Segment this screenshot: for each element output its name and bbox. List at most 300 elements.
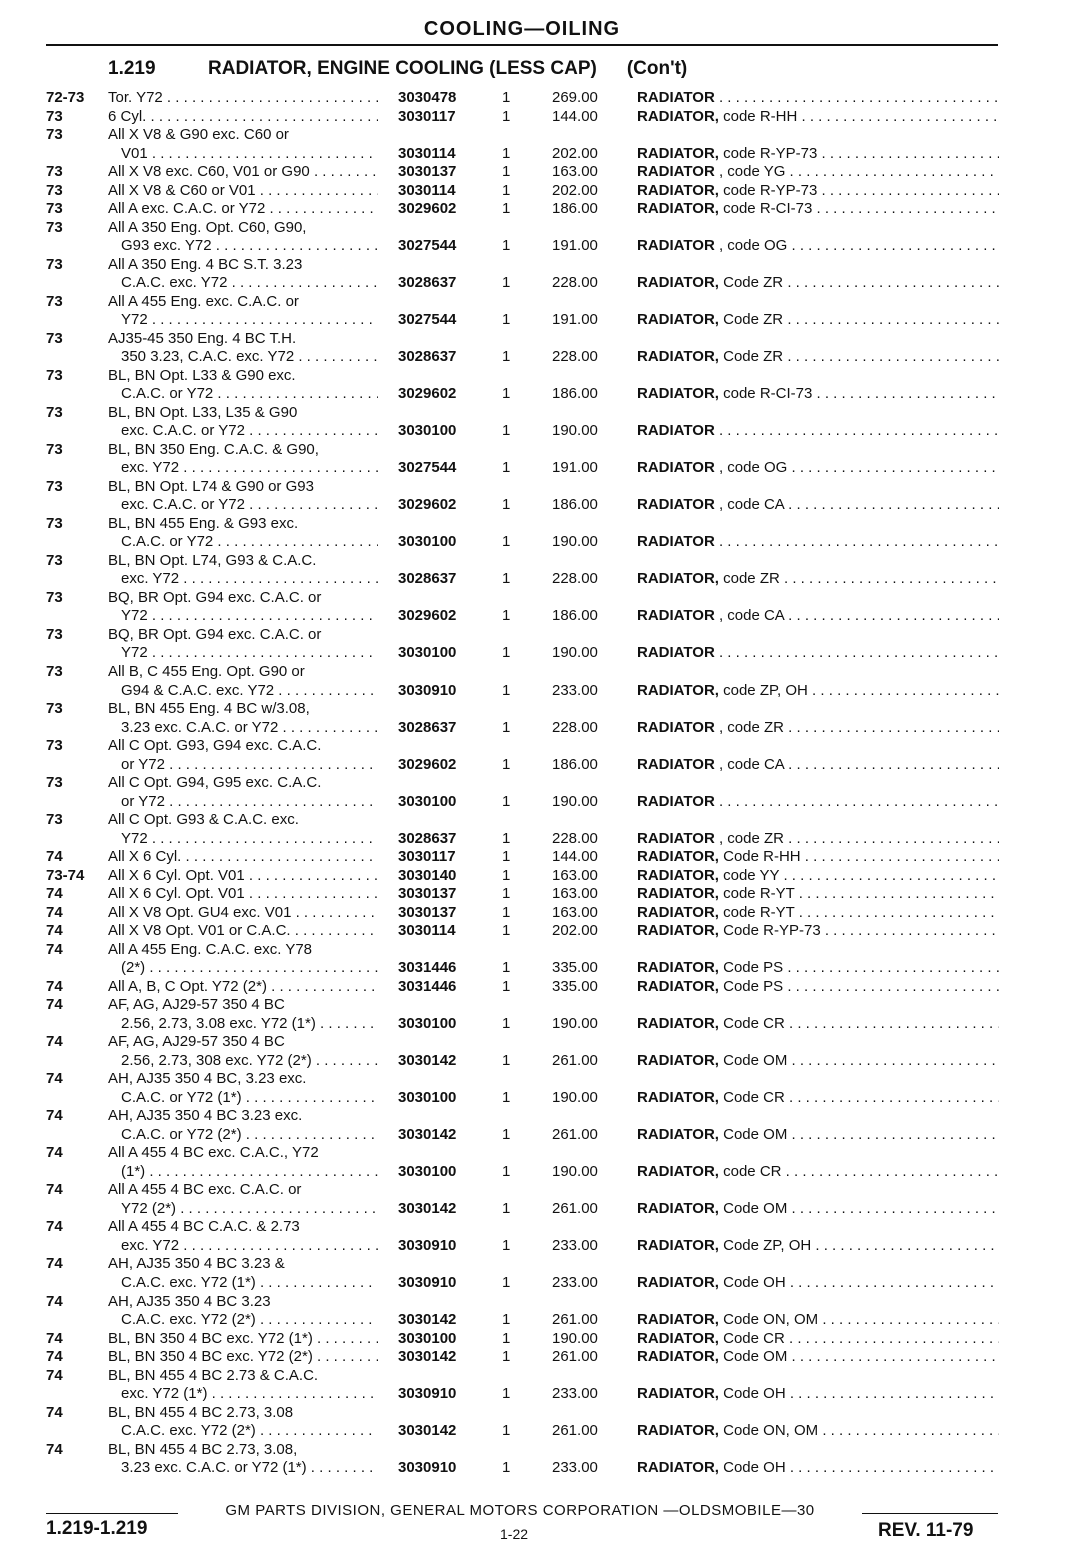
row-part-code: Code ON, OM bbox=[718, 1422, 819, 1440]
row-part-name bbox=[637, 182, 999, 201]
row-part-code: code ZP, OH bbox=[718, 681, 808, 699]
row-year: 73 bbox=[46, 163, 63, 181]
row-part-number: 3028637 bbox=[398, 274, 457, 292]
row-description: All X V8 & C60 or V01 . . . bbox=[108, 182, 378, 201]
row-part-code: , code CA bbox=[714, 496, 784, 514]
row-part-name bbox=[637, 496, 999, 515]
table-row bbox=[0, 459, 1069, 478]
row-year: 73 bbox=[46, 625, 63, 643]
row-part-code: , code YG bbox=[714, 163, 786, 181]
footer-rule-left bbox=[46, 1513, 178, 1514]
table-row bbox=[0, 1237, 1069, 1256]
row-year: 73 bbox=[46, 662, 63, 680]
row-description: BL, BN 350 Eng. C.A.C. & G90, bbox=[108, 440, 319, 458]
row-description: (2*) . . . bbox=[121, 959, 378, 978]
row-description: All X 6 Cyl. . . . bbox=[108, 848, 378, 867]
table-row bbox=[0, 885, 1069, 904]
row-year: 73 bbox=[46, 588, 63, 606]
row-year: 73 bbox=[46, 218, 63, 236]
table-row bbox=[0, 1274, 1069, 1293]
row-part-name bbox=[637, 163, 999, 182]
row-year: 74 bbox=[46, 1292, 63, 1310]
table-row bbox=[0, 1070, 1069, 1089]
row-description: AH, AJ35 350 4 BC, 3.23 exc. bbox=[108, 1070, 307, 1088]
row-part-code: code ZR bbox=[718, 570, 780, 588]
row-part-number: 3030140 bbox=[398, 866, 457, 884]
row-part-number: 3030910 bbox=[398, 1236, 457, 1254]
table-row bbox=[0, 570, 1069, 589]
row-part-number: 3030910 bbox=[398, 1274, 457, 1291]
table-row bbox=[0, 1348, 1069, 1367]
row-part-code: code R-YT bbox=[718, 903, 795, 921]
row-description: Tor. Y72 . . . bbox=[108, 89, 378, 108]
row-quantity: 1 bbox=[502, 1274, 511, 1291]
row-price: 190.00 bbox=[552, 792, 598, 810]
table-row bbox=[0, 978, 1069, 997]
row-year: 73 bbox=[46, 551, 63, 569]
row-part-name bbox=[637, 422, 999, 441]
row-part-code: Code ZP, OH bbox=[718, 1236, 812, 1254]
row-part-name-main: RADIATOR, bbox=[637, 977, 719, 995]
table-row bbox=[0, 1200, 1069, 1219]
row-year: 73 bbox=[46, 774, 63, 792]
row-quantity: 1 bbox=[502, 1459, 511, 1477]
row-part-name bbox=[637, 1311, 999, 1330]
row-quantity: 1 bbox=[502, 311, 511, 329]
row-part-name bbox=[637, 385, 999, 404]
table-row bbox=[0, 478, 1069, 497]
row-part-name-main: RADIATOR bbox=[637, 644, 715, 662]
row-price: 233.00 bbox=[552, 1274, 598, 1291]
row-price: 228.00 bbox=[552, 718, 598, 736]
row-part-name-main: RADIATOR bbox=[637, 718, 715, 736]
row-part-name-main: RADIATOR, bbox=[637, 385, 719, 403]
row-price: 335.00 bbox=[552, 977, 598, 995]
row-description: All A, B, C Opt. Y72 (2*) . . . bbox=[108, 978, 378, 997]
row-part-name-main: RADIATOR, bbox=[637, 181, 719, 199]
row-part-code: Code OM bbox=[718, 1051, 788, 1069]
row-quantity: 1 bbox=[502, 903, 511, 921]
row-part-code: code YY bbox=[718, 866, 780, 884]
row-year: 74 bbox=[46, 1181, 63, 1199]
table-row bbox=[0, 904, 1069, 923]
row-quantity: 1 bbox=[502, 144, 511, 162]
row-part-name-main: RADIATOR bbox=[637, 237, 715, 255]
row-description: AH, AJ35 350 4 BC 3.23 bbox=[108, 1292, 271, 1310]
table-row bbox=[0, 89, 1069, 108]
row-part-number: 3030100 bbox=[398, 1329, 457, 1347]
row-quantity: 1 bbox=[502, 885, 511, 903]
table-row bbox=[0, 1441, 1069, 1460]
row-part-name-main: RADIATOR, bbox=[637, 1311, 719, 1329]
row-year: 73 bbox=[46, 255, 63, 273]
row-price: 202.00 bbox=[552, 922, 598, 940]
row-year: 73-74 bbox=[46, 866, 85, 884]
row-part-name bbox=[637, 867, 999, 886]
row-quantity: 1 bbox=[502, 496, 511, 514]
row-price: 233.00 bbox=[552, 681, 598, 699]
table-row bbox=[0, 811, 1069, 830]
row-quantity: 1 bbox=[502, 107, 511, 125]
row-description: BL, BN 455 4 BC 2.73 & C.A.C. bbox=[108, 1366, 319, 1384]
row-description: Y72 (2*) . . . bbox=[121, 1200, 378, 1219]
table-row bbox=[0, 533, 1069, 552]
row-part-number: 3031446 bbox=[398, 977, 457, 995]
row-part-number: 3030910 bbox=[398, 1385, 457, 1403]
row-description: (1*) . . . bbox=[121, 1163, 378, 1182]
row-part-code: Code OM bbox=[718, 1199, 788, 1217]
row-description: exc. C.A.C. or Y72 . . . bbox=[121, 496, 378, 515]
row-year: 73 bbox=[46, 403, 63, 421]
row-price: 228.00 bbox=[552, 570, 598, 588]
row-price: 191.00 bbox=[552, 237, 598, 255]
row-description: C.A.C. exc. Y72 . . . bbox=[121, 274, 378, 293]
row-quantity: 1 bbox=[502, 1014, 511, 1032]
row-part-name-main: RADIATOR bbox=[637, 829, 715, 847]
row-part-name-main: RADIATOR, bbox=[637, 144, 719, 162]
row-quantity: 1 bbox=[502, 1051, 511, 1069]
table-row bbox=[0, 126, 1069, 145]
section-title: RADIATOR, ENGINE COOLING (LESS CAP) bbox=[208, 58, 597, 79]
row-description: AF, AG, AJ29-57 350 4 BC bbox=[108, 1033, 285, 1051]
row-description: or Y72 . . . bbox=[121, 793, 378, 812]
table-row bbox=[0, 1404, 1069, 1423]
row-part-name-main: RADIATOR, bbox=[637, 1236, 719, 1254]
row-price: 228.00 bbox=[552, 829, 598, 847]
row-description: Y72 . . . bbox=[121, 607, 378, 626]
table-row bbox=[0, 1367, 1069, 1386]
row-description: BQ, BR Opt. G94 exc. C.A.C. or bbox=[108, 588, 322, 606]
row-description: BL, BN Opt. L74 & G90 or G93 bbox=[108, 477, 314, 495]
row-part-name bbox=[637, 885, 999, 904]
row-part-code: code R-CI-73 bbox=[718, 200, 813, 218]
row-quantity: 1 bbox=[502, 1311, 511, 1329]
row-part-number: 3030142 bbox=[398, 1422, 457, 1440]
row-part-number: 3030100 bbox=[398, 792, 457, 810]
row-quantity: 1 bbox=[502, 607, 511, 625]
row-price: 144.00 bbox=[552, 848, 598, 866]
row-part-code: , code ZR bbox=[714, 718, 784, 736]
row-part-number: 3029602 bbox=[398, 607, 457, 625]
table-row bbox=[0, 1459, 1069, 1478]
row-description: C.A.C. or Y72 (2*) . . . bbox=[121, 1126, 378, 1145]
row-part-code: Code CR bbox=[718, 1329, 785, 1347]
row-description: BQ, BR Opt. G94 exc. C.A.C. or bbox=[108, 625, 322, 643]
row-price: 261.00 bbox=[552, 1125, 598, 1143]
row-description: All C Opt. G93, G94 exc. C.A.C. bbox=[108, 737, 322, 755]
row-part-name-main: RADIATOR, bbox=[637, 1422, 719, 1440]
row-year: 74 bbox=[46, 848, 63, 866]
row-description: All A 455 4 BC exc. C.A.C. or bbox=[108, 1181, 302, 1199]
row-part-name bbox=[637, 89, 999, 108]
row-part-name bbox=[637, 756, 999, 775]
row-year: 73 bbox=[46, 700, 63, 718]
row-description: Y72 . . . bbox=[121, 830, 378, 849]
row-year: 74 bbox=[46, 903, 63, 921]
row-price: 163.00 bbox=[552, 163, 598, 181]
row-description: BL, BN 350 4 BC exc. Y72 (1*) . . . bbox=[108, 1330, 378, 1349]
row-part-code: Code CR bbox=[718, 1088, 785, 1106]
row-description: 2.56, 2.73, 3.08 exc. Y72 (1*) . . . bbox=[121, 1015, 378, 1034]
row-price: 228.00 bbox=[552, 348, 598, 366]
row-part-name-main: RADIATOR, bbox=[637, 1459, 719, 1477]
row-quantity: 1 bbox=[502, 977, 511, 995]
row-part-code: code R-HH bbox=[718, 107, 798, 125]
row-quantity: 1 bbox=[502, 866, 511, 884]
row-year: 74 bbox=[46, 1144, 63, 1162]
table-row bbox=[0, 515, 1069, 534]
row-part-name bbox=[637, 1459, 999, 1478]
row-quantity: 1 bbox=[502, 681, 511, 699]
row-quantity: 1 bbox=[502, 385, 511, 403]
row-part-number: 3030137 bbox=[398, 163, 457, 181]
row-description: BL, BN 455 Eng. 4 BC w/3.08, bbox=[108, 700, 310, 718]
row-description: C.A.C. exc. Y72 (2*) . . . bbox=[121, 1422, 378, 1441]
row-part-code: code R-CI-73 bbox=[718, 385, 813, 403]
row-description: All A 455 4 BC C.A.C. & 2.73 bbox=[108, 1218, 300, 1236]
row-quantity: 1 bbox=[502, 181, 511, 199]
row-part-code: Code ZR bbox=[718, 311, 784, 329]
row-price: 202.00 bbox=[552, 144, 598, 162]
row-part-code: , code OG bbox=[714, 237, 788, 255]
row-part-name-main: RADIATOR, bbox=[637, 348, 719, 366]
row-price: 233.00 bbox=[552, 1236, 598, 1254]
row-description: exc. C.A.C. or Y72 . . . bbox=[121, 422, 378, 441]
row-quantity: 1 bbox=[502, 922, 511, 940]
row-part-name bbox=[637, 533, 999, 552]
row-price: 261.00 bbox=[552, 1348, 598, 1366]
row-part-name-main: RADIATOR, bbox=[637, 107, 719, 125]
row-part-number: 3028637 bbox=[398, 348, 457, 366]
row-price: 163.00 bbox=[552, 885, 598, 903]
row-part-name bbox=[637, 830, 999, 849]
row-price: 190.00 bbox=[552, 1088, 598, 1106]
row-description: All X V8 Opt. GU4 exc. V01 . . . bbox=[108, 904, 378, 923]
row-part-name-main: RADIATOR, bbox=[637, 922, 719, 940]
table-row bbox=[0, 682, 1069, 701]
row-year: 74 bbox=[46, 940, 63, 958]
table-row bbox=[0, 959, 1069, 978]
row-part-number: 3029602 bbox=[398, 385, 457, 403]
row-part-name-main: RADIATOR bbox=[637, 533, 715, 551]
row-part-name bbox=[637, 1330, 999, 1349]
row-part-code: , code ZR bbox=[714, 829, 784, 847]
row-part-code: Code PS bbox=[718, 977, 784, 995]
row-part-number: 3029602 bbox=[398, 755, 457, 773]
row-part-number: 3030142 bbox=[398, 1125, 457, 1143]
row-part-number: 3028637 bbox=[398, 718, 457, 736]
row-quantity: 1 bbox=[502, 829, 511, 847]
row-part-name-main: RADIATOR, bbox=[637, 848, 719, 866]
row-quantity: 1 bbox=[502, 237, 511, 255]
row-price: 186.00 bbox=[552, 385, 598, 403]
row-part-name bbox=[637, 978, 999, 997]
table-row bbox=[0, 1181, 1069, 1200]
row-part-name bbox=[637, 1126, 999, 1145]
row-price: 186.00 bbox=[552, 496, 598, 514]
table-row bbox=[0, 404, 1069, 423]
parts-list bbox=[0, 89, 1069, 1478]
row-year: 73 bbox=[46, 329, 63, 347]
row-price: 233.00 bbox=[552, 1385, 598, 1403]
row-description: All A 455 Eng. C.A.C. exc. Y78 bbox=[108, 940, 313, 958]
row-part-name bbox=[637, 1163, 999, 1182]
row-description: All A exc. C.A.C. or Y72 . . . bbox=[108, 200, 378, 219]
row-part-code: Code ON, OM bbox=[718, 1311, 819, 1329]
table-row bbox=[0, 348, 1069, 367]
row-part-number: 3030100 bbox=[398, 422, 457, 440]
row-part-name-main: RADIATOR bbox=[637, 607, 715, 625]
row-part-number: 3030137 bbox=[398, 885, 457, 903]
row-part-name bbox=[637, 1015, 999, 1034]
row-part-name-main: RADIATOR, bbox=[637, 1162, 719, 1180]
page-header-title: COOLING—OILING bbox=[423, 18, 621, 40]
table-row bbox=[0, 237, 1069, 256]
row-description: exc. Y72 (1*) . . . bbox=[121, 1385, 378, 1404]
row-price: 190.00 bbox=[552, 1329, 598, 1347]
row-part-code: Code OH bbox=[718, 1385, 786, 1403]
row-part-name bbox=[637, 311, 999, 330]
table-row bbox=[0, 774, 1069, 793]
row-quantity: 1 bbox=[502, 1329, 511, 1347]
row-description: C.A.C. or Y72 . . . bbox=[121, 533, 378, 552]
row-quantity: 1 bbox=[502, 1385, 511, 1403]
row-description: Y72 . . . bbox=[121, 311, 378, 330]
table-row bbox=[0, 385, 1069, 404]
table-row bbox=[0, 1033, 1069, 1052]
row-description: All X 6 Cyl. Opt. V01 . . . bbox=[108, 885, 378, 904]
row-quantity: 1 bbox=[502, 348, 511, 366]
row-year: 74 bbox=[46, 1218, 63, 1236]
row-part-number: 3027544 bbox=[398, 311, 457, 329]
table-row bbox=[0, 1422, 1069, 1441]
row-part-name bbox=[637, 1274, 999, 1293]
row-year: 74 bbox=[46, 1255, 63, 1273]
row-price: 190.00 bbox=[552, 1014, 598, 1032]
table-row bbox=[0, 293, 1069, 312]
row-part-name bbox=[637, 682, 999, 701]
row-quantity: 1 bbox=[502, 422, 511, 440]
row-part-number: 3031446 bbox=[398, 959, 457, 977]
row-part-name bbox=[637, 145, 999, 164]
row-year: 73 bbox=[46, 440, 63, 458]
footer-section-range: 1.219-1.219 bbox=[46, 1518, 148, 1539]
table-row bbox=[0, 644, 1069, 663]
row-description: 350 3.23, C.A.C. exc. Y72 . . . bbox=[121, 348, 378, 367]
row-description: AH, AJ35 350 4 BC 3.23 exc. bbox=[108, 1107, 303, 1125]
row-year: 73 bbox=[46, 107, 63, 125]
table-row bbox=[0, 1144, 1069, 1163]
row-quantity: 1 bbox=[502, 1236, 511, 1254]
row-description: G93 exc. Y72 . . . bbox=[121, 237, 378, 256]
row-part-code: code R-YP-73 bbox=[718, 181, 818, 199]
header-rule bbox=[46, 44, 998, 46]
row-quantity: 1 bbox=[502, 163, 511, 181]
row-part-number: 3027544 bbox=[398, 237, 457, 255]
row-part-name-main: RADIATOR bbox=[637, 163, 715, 181]
row-part-code: Code PS bbox=[718, 959, 784, 977]
table-row bbox=[0, 311, 1069, 330]
row-part-number: 3030114 bbox=[398, 181, 456, 199]
row-part-name-main: RADIATOR, bbox=[637, 885, 719, 903]
row-part-number: 3030117 bbox=[398, 848, 456, 866]
row-part-code: Code CR bbox=[718, 1014, 785, 1032]
row-part-name bbox=[637, 1200, 999, 1219]
row-part-code: code R-YP-73 bbox=[718, 144, 818, 162]
section-heading bbox=[108, 58, 687, 80]
table-row bbox=[0, 700, 1069, 719]
row-quantity: 1 bbox=[502, 570, 511, 588]
row-part-number: 3030117 bbox=[398, 107, 456, 125]
row-description: 3.23 exc. C.A.C. or Y72 (1*) . . . bbox=[121, 1459, 378, 1478]
row-description: All A 455 4 BC exc. C.A.C., Y72 bbox=[108, 1144, 319, 1162]
row-year: 72-73 bbox=[46, 89, 85, 106]
row-year: 73 bbox=[46, 737, 63, 755]
row-part-name bbox=[637, 1052, 999, 1071]
table-row bbox=[0, 1052, 1069, 1071]
row-year: 73 bbox=[46, 514, 63, 532]
row-part-number: 3030114 bbox=[398, 144, 456, 162]
row-price: 269.00 bbox=[552, 89, 598, 106]
row-description: All A 455 Eng. exc. C.A.C. or bbox=[108, 292, 299, 310]
row-price: 261.00 bbox=[552, 1422, 598, 1440]
row-part-number: 3030142 bbox=[398, 1348, 457, 1366]
row-quantity: 1 bbox=[502, 1422, 511, 1440]
row-part-name-main: RADIATOR, bbox=[637, 1088, 719, 1106]
row-part-number: 3030100 bbox=[398, 1088, 457, 1106]
row-part-name-main: RADIATOR bbox=[637, 792, 715, 810]
table-row bbox=[0, 1255, 1069, 1274]
row-quantity: 1 bbox=[502, 1088, 511, 1106]
row-part-name bbox=[637, 922, 999, 941]
footer-publisher: GM PARTS DIVISION, GENERAL MOTORS CORPORATION —OLDSMOBILE—30 bbox=[225, 1502, 815, 1519]
row-description: BL, BN 455 4 BC 2.73, 3.08, bbox=[108, 1440, 298, 1458]
row-description: 3.23 exc. C.A.C. or Y72 . . . bbox=[121, 719, 378, 738]
row-price: 233.00 bbox=[552, 1459, 598, 1477]
row-part-name-main: RADIATOR, bbox=[637, 200, 719, 218]
table-row bbox=[0, 589, 1069, 608]
row-description: AH, AJ35 350 4 BC 3.23 & bbox=[108, 1255, 285, 1273]
row-price: 186.00 bbox=[552, 607, 598, 625]
row-description: C.A.C. or Y72 . . . bbox=[121, 385, 378, 404]
row-price: 163.00 bbox=[552, 903, 598, 921]
row-description: BL, BN Opt. L74, G93 & C.A.C. bbox=[108, 551, 317, 569]
row-description: exc. Y72 . . . bbox=[121, 1237, 378, 1256]
table-row bbox=[0, 737, 1069, 756]
row-part-name bbox=[637, 459, 999, 478]
row-quantity: 1 bbox=[502, 755, 511, 773]
table-row bbox=[0, 626, 1069, 645]
row-part-number: 3028637 bbox=[398, 570, 457, 588]
row-description: 6 Cyl. . . . bbox=[108, 108, 378, 127]
row-price: 202.00 bbox=[552, 181, 598, 199]
row-part-number: 3030137 bbox=[398, 903, 457, 921]
table-row bbox=[0, 422, 1069, 441]
table-row bbox=[0, 1015, 1069, 1034]
row-part-name-main: RADIATOR, bbox=[637, 1051, 719, 1069]
row-part-code: Code R-HH bbox=[718, 848, 801, 866]
row-part-number: 3029602 bbox=[398, 200, 457, 218]
row-part-name bbox=[637, 1089, 999, 1108]
row-quantity: 1 bbox=[502, 1125, 511, 1143]
row-part-name bbox=[637, 570, 999, 589]
row-part-name-main: RADIATOR, bbox=[637, 274, 719, 292]
table-row bbox=[0, 1293, 1069, 1312]
row-year: 73 bbox=[46, 292, 63, 310]
row-year: 73 bbox=[46, 811, 63, 829]
row-price: 186.00 bbox=[552, 200, 598, 218]
row-part-name bbox=[637, 274, 999, 293]
